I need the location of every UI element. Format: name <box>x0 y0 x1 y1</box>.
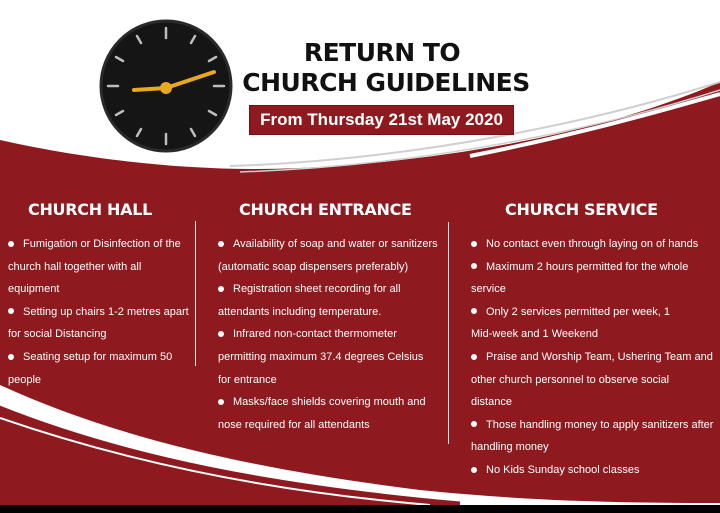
bullet-icon <box>471 263 477 269</box>
guideline-item <box>471 233 716 256</box>
guideline-item-continued <box>218 369 443 392</box>
clock-icon <box>101 21 231 151</box>
bullet-icon <box>8 354 14 360</box>
guideline-text: Only 2 services permitted per week, 1 <box>486 305 671 318</box>
guideline-text: handling money <box>471 441 549 454</box>
guideline-item <box>218 323 443 346</box>
guideline-text: nose required for all attendants <box>218 418 370 431</box>
guideline-item-continued <box>8 278 193 301</box>
bullet-icon <box>218 331 224 337</box>
column-heading: CHURCH ENTRANCE <box>239 200 412 219</box>
column-heading: CHURCH SERVICE <box>505 200 658 219</box>
guideline-text: people <box>8 373 42 386</box>
guideline-text: permitting maximum 37.4 degrees Celsius <box>218 350 424 363</box>
guideline-text: Those handling money to apply sanitizers after <box>486 418 714 431</box>
guideline-item <box>8 301 193 324</box>
guideline-item <box>471 346 716 369</box>
guideline-text: Mid-week and 1 Weekend <box>471 328 598 341</box>
guideline-item <box>471 459 716 482</box>
guideline-text: Praise and Worship Team, Ushering Team and <box>486 350 713 363</box>
column-church-service <box>471 200 716 482</box>
column-divider <box>448 222 449 444</box>
guideline-text: (automatic soap dispensers preferably) <box>218 260 409 273</box>
column-divider <box>195 221 196 366</box>
guideline-text: Fumigation or Disinfection of the <box>23 238 181 250</box>
guideline-item-continued <box>471 323 716 346</box>
guideline-text: Setting up chairs 1-2 metres apart <box>23 305 189 318</box>
date-badge: From Thursday 21st May 2020 <box>249 105 514 135</box>
guideline-text: No contact even through laying on of hands <box>486 238 699 250</box>
guideline-item-continued <box>218 301 443 324</box>
bullet-icon <box>218 241 224 247</box>
guideline-item <box>471 414 716 437</box>
guideline-text: Infrared non-contact thermometer <box>233 328 397 341</box>
guideline-text: Availability of soap and water or sanitizers <box>233 238 438 250</box>
guideline-item-continued <box>8 323 193 346</box>
guideline-item-continued <box>471 369 716 392</box>
guideline-text: service <box>471 283 506 296</box>
bullet-icon <box>471 467 477 473</box>
guideline-item <box>471 301 716 324</box>
bullet-icon <box>471 354 477 360</box>
guideline-list <box>8 233 193 391</box>
guideline-text: church hall together with all <box>8 260 142 273</box>
guideline-text: Seating setup for maximum 50 <box>23 350 173 363</box>
guideline-item-continued <box>218 256 443 279</box>
guideline-text: Maximum 2 hours permitted for the whole <box>486 260 689 273</box>
guideline-item-continued <box>218 414 443 437</box>
guideline-text: other church personnel to observe social <box>471 373 670 386</box>
guideline-item <box>8 346 193 369</box>
bullet-icon <box>8 241 14 247</box>
guideline-list <box>471 233 716 482</box>
guideline-text: No Kids Sunday school classes <box>486 463 640 476</box>
bullet-icon <box>8 308 14 314</box>
bottom-bar <box>0 505 720 513</box>
bullet-icon <box>218 286 224 292</box>
guideline-text: Registration sheet recording for all <box>233 283 401 296</box>
guideline-item <box>8 233 193 256</box>
bullet-icon <box>471 421 477 427</box>
guideline-item <box>471 256 716 279</box>
guideline-item-continued <box>8 369 193 392</box>
bullet-icon <box>471 241 477 247</box>
guideline-item-continued <box>471 391 716 414</box>
guideline-item-continued <box>471 278 716 301</box>
guideline-item <box>218 233 443 256</box>
guideline-item <box>218 391 443 414</box>
column-heading: CHURCH HALL <box>28 200 153 219</box>
bullet-icon <box>218 399 224 405</box>
guideline-item <box>218 278 443 301</box>
guideline-item-continued <box>218 346 443 369</box>
guideline-text: for social Distancing <box>8 328 107 341</box>
guideline-text: Masks/face shields covering mouth and <box>233 396 426 409</box>
column-church-hall <box>8 200 193 391</box>
guideline-text: equipment <box>8 283 60 296</box>
guideline-text: distance <box>471 396 512 409</box>
guideline-text: attendants including temperature. <box>218 305 382 318</box>
guideline-item-continued <box>8 256 193 279</box>
bullet-icon <box>471 308 477 314</box>
guideline-item-continued <box>471 436 716 459</box>
column-church-entrance <box>218 200 443 436</box>
guideline-text: for entrance <box>218 373 277 386</box>
guideline-list <box>218 233 443 436</box>
title-line-1: RETURN TO <box>303 38 461 67</box>
title-line-2: CHURCH GUIDELINES <box>242 68 530 97</box>
